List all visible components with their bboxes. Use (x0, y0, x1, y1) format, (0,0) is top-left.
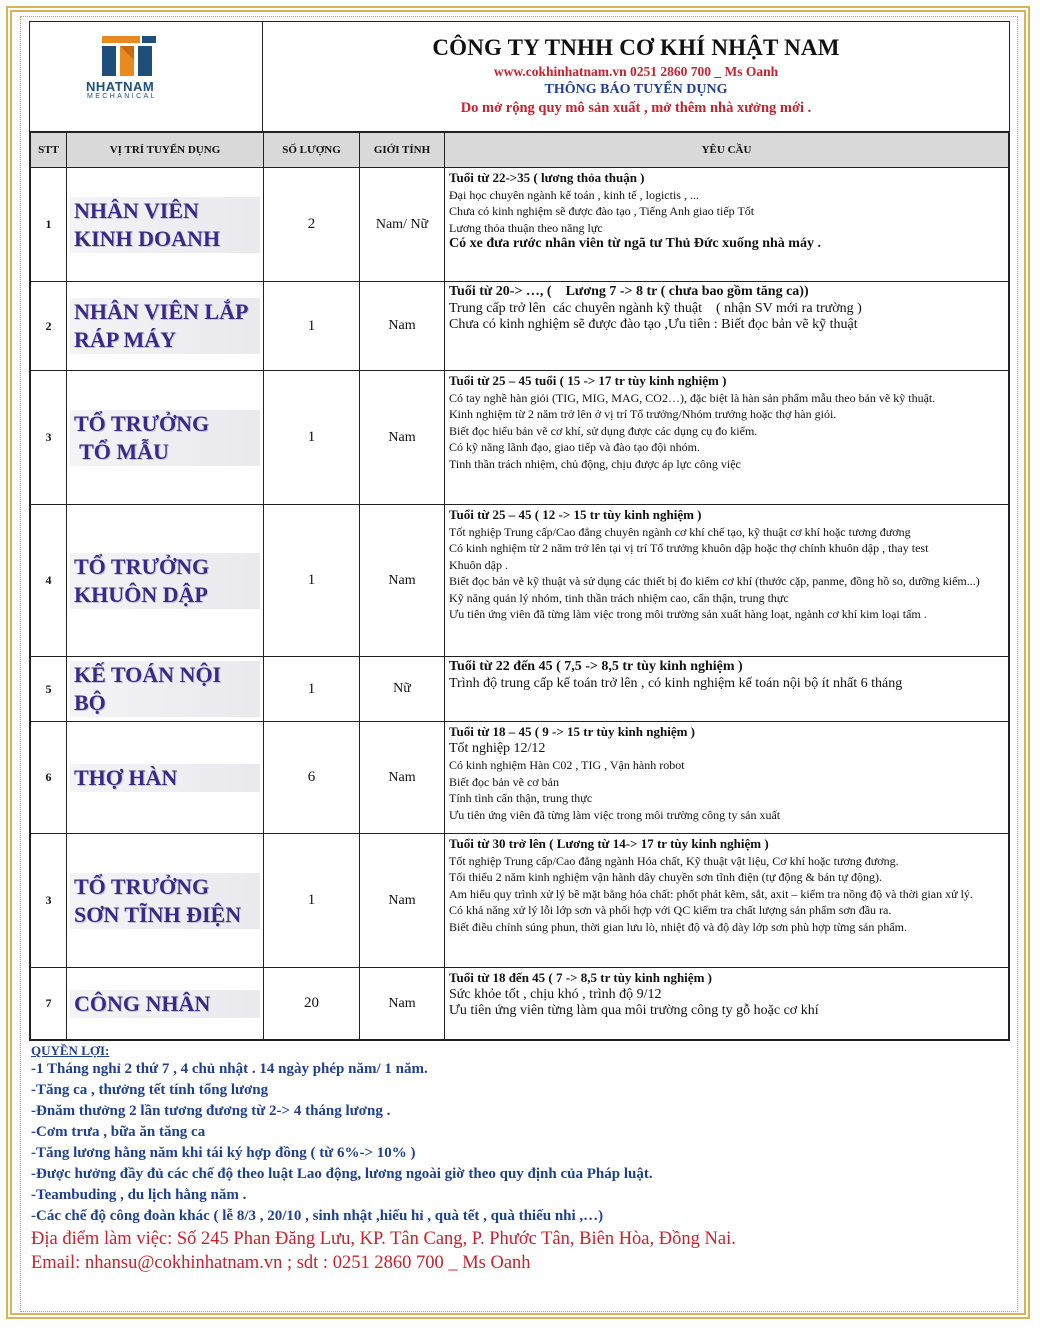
table-row (31, 282, 1009, 371)
row-requirements (445, 834, 1009, 968)
row-stt: 5 (31, 657, 67, 722)
title-cell (263, 22, 1009, 131)
row-quantity: 1 (264, 657, 360, 722)
benefit-item: -Teambuding , du lịch hằng năm . (31, 1187, 247, 1203)
row-quantity: 2 (264, 168, 360, 282)
requirement-line: Tuổi từ 18 đến 45 ( 7 -> 8,5 tr tùy kinh nghiệm ) (449, 970, 712, 985)
position-title (74, 661, 221, 717)
requirement-line: Lương thỏa thuận theo năng lực (449, 220, 603, 235)
requirement-line: Kinh nghiệm từ 2 năm trở lên ở vị trí Tổ trưởng/Nhóm trưởng hoặc thợ hàn giỏi. (449, 407, 837, 421)
row-gender: Nữ (360, 657, 445, 722)
requirement-line: Tính tình cẩn thận, trung thực (449, 791, 593, 805)
logo-name: NHATNAM (86, 79, 155, 94)
col-stt: STT (31, 133, 67, 168)
row-position (67, 371, 264, 505)
row-quantity: 1 (264, 834, 360, 968)
row-requirements (445, 371, 1009, 505)
requirement-line: Trình độ trung cấp kế toán trở lên , có kinh nghiệm kế toán nội bộ ít nhất 6 tháng (449, 675, 903, 691)
company-contact: www.cokhinhatnam.vn 0251 2860 700 _ Ms Oanh (493, 64, 779, 79)
benefits-list (29, 1059, 1010, 1227)
sheet-header (30, 22, 1009, 132)
row-gender: Nam (360, 282, 445, 371)
position-line-1: CÔNG NHÂN (74, 990, 211, 1016)
row-position (67, 968, 264, 1040)
requirement-line: Tốt nghiệp Trung cấp/Cao đẳng chuyên ngành cơ khí chế tạo, kỹ thuật cơ khí hoặc tương đương (449, 524, 911, 539)
requirement-line: Sức khỏe tốt , chịu khó , trình độ 9/12 (449, 986, 662, 1002)
requirement-line: Ưu tiên ứng viên đã từng làm việc trong môi trường sản xuất hàng loạt, ngành cơ khí kim loại tấm . (449, 607, 927, 621)
requirement-line: Có kỹ năng lãnh đạo, giao tiếp và đào tạo đội nhóm. (449, 440, 700, 454)
requirement-line: Tốt nghiệp 12/12 (449, 740, 546, 756)
table-header-row (31, 133, 1009, 168)
row-stt: 2 (31, 282, 67, 371)
row-gender: Nam/ Nữ (360, 168, 445, 282)
requirement-line: Trung cấp trở lên các chuyên ngành kỹ thuật ( nhận SV mới ra trường ) (449, 300, 862, 316)
requirement-line: Tuổi từ 22->35 ( lương thỏa thuận ) (449, 170, 645, 185)
row-position (67, 282, 264, 371)
position-box (70, 873, 260, 929)
position-line-2: KHUÔN DẬP (74, 581, 208, 607)
table-row (31, 968, 1009, 1040)
requirement-line: Tuổi từ 18 – 45 ( 9 -> 15 tr tùy kinh nghiệm ) (449, 724, 695, 739)
benefit-item: -Cơm trưa , bữa ăn tăng ca (31, 1124, 206, 1140)
requirement-line: Ưu tiên ứng viên đã từng làm việc trong môi trường công ty sản xuất (449, 807, 781, 822)
benefit-item: -Được hưởng đầy đủ các chế độ theo luật Lao động, lương ngoài giờ theo quy định của Pháp luật. (31, 1166, 653, 1182)
position-line-1: NHÂN VIÊN LẮP (74, 299, 249, 324)
position-line-1: TỔ TRƯỞNG (74, 410, 210, 436)
row-position (67, 722, 264, 834)
row-gender: Nam (360, 968, 445, 1040)
row-gender: Nam (360, 505, 445, 657)
row-gender: Nam (360, 834, 445, 968)
logo-cell (30, 22, 263, 131)
nhatnam-logo-icon (100, 34, 160, 78)
requirement-line: Tốt nghiệp Trung cấp/Cao đẳng ngành Hóa chất, Kỹ thuật vật liệu, Cơ khí hoặc tương đương. (449, 853, 899, 868)
work-address: Địa điểm làm việc: Số 245 Phan Đăng Lưu, KP. Tân Cang, P. Phước Tân, Biên Hòa, Đồng Nai. (31, 1229, 736, 1249)
requirement-line: Biết đọc hiểu bản vẽ cơ khí, sử dụng được các dụng cụ đo kiểm. (449, 423, 758, 438)
requirement-line: Khuôn dập . (449, 557, 508, 572)
row-quantity: 1 (264, 505, 360, 657)
requirement-line: Có tay nghề hàn giỏi (TIG, MIG, MAG, CO2…), đặc biệt là hàn sản phẩm mẫu theo bản vẽ kỹ thuật. (449, 390, 936, 405)
row-position (67, 168, 264, 282)
requirement-line: Biết đọc bản vẽ kỹ thuật và sử dụng các thiết bị đo kiểm cơ khí (thước cặp, panme, đồng hồ so, dưỡng kiểm...) (449, 574, 980, 588)
position-box (70, 553, 260, 609)
requirement-line: Chưa có kinh nghiệm sẽ được đào tạo , Tiếng Anh giao tiếp Tốt (449, 204, 755, 218)
positions-table (30, 132, 1009, 1040)
position-line-1: NHÂN VIÊN (74, 197, 199, 223)
requirement-line: Có kinh nghiệm Hàn C02 , TIG , Vận hành robot (449, 758, 685, 772)
position-title (74, 553, 209, 609)
requirement-line: Tuổi từ 22 đến 45 ( 7,5 -> 8,5 tr tùy kinh nghiệm ) (449, 659, 743, 674)
row-requirements (445, 657, 1009, 722)
position-title (74, 197, 220, 253)
benefits-section (29, 1043, 1010, 1275)
requirement-line: Có xe đưa rước nhân viên từ ngã tư Thủ Đức xuống nhà máy . (449, 236, 821, 251)
recruitment-grid (29, 21, 1010, 1041)
position-title (74, 298, 248, 354)
requirement-line: Có kinh nghiệm từ 2 năm trở lên tại vị trí Tổ trưởng khuôn dập hoặc thợ chính khuôn dập , thay test (449, 541, 929, 555)
recruitment-sheet (29, 21, 1010, 1311)
benefit-item: -Tăng ca , thưởng tết tính tổng lương (31, 1082, 269, 1098)
row-position (67, 505, 264, 657)
company-name: CÔNG TY TNHH CƠ KHÍ NHẬT NAM (432, 35, 840, 60)
requirement-line: Tối thiểu 2 năm kinh nghiệm vận hành dây chuyền sơn tĩnh điện (tự động & bán tự động). (449, 870, 882, 884)
notice-reason: Do mở rộng quy mô sản xuất , mở thêm nhà xưởng mới . (460, 100, 812, 116)
position-box (70, 197, 260, 253)
row-requirements (445, 505, 1009, 657)
position-box (70, 661, 260, 717)
table-row (31, 722, 1009, 834)
position-line-2: BỘ (74, 690, 106, 715)
table-row (31, 168, 1009, 282)
position-line-1: TỔ TRƯỞNG (74, 873, 210, 899)
table-row (31, 505, 1009, 657)
benefit-item: -1 Tháng nghỉ 2 thứ 7 , 4 chủ nhật . 14 ngày phép năm/ 1 năm. (31, 1061, 428, 1077)
requirement-line: Biết đọc bản vẽ cơ bản (449, 774, 559, 789)
row-quantity: 20 (264, 968, 360, 1040)
row-gender: Nam (360, 371, 445, 505)
position-line-2: KINH DOANH (74, 225, 221, 251)
row-gender: Nam (360, 722, 445, 834)
requirement-line: Chưa có kinh nghiệm sẽ được đào tạo ,Ưu tiên : Biết đọc bản vẽ kỹ thuật (449, 317, 858, 332)
requirement-line: Tuổi từ 20-> …, ( Lương 7 -> 8 tr ( chưa bao gồm tăng ca)) (449, 284, 809, 299)
requirement-line: Tuổi từ 25 – 45 ( 12 -> 15 tr tùy kinh nghiệm ) (449, 507, 702, 522)
position-line-1: TỔ TRƯỞNG (74, 553, 210, 579)
position-title (74, 410, 209, 466)
requirement-line: Tinh thần trách nhiệm, chủ động, chịu được áp lực công việc (449, 456, 741, 471)
requirement-line: Kỹ năng quản lý nhóm, tinh thần trách nhiệm cao, cẩn thận, trung thực (449, 590, 789, 605)
col-gender: GIỚI TÍNH (360, 133, 445, 168)
contact-email: Email: nhansu@cokhinhatnam.vn ; sdt : 0251 2860 700 _ Ms Oanh (31, 1253, 531, 1273)
col-requirements: YÊU CẦU (445, 133, 1009, 168)
position-title (74, 990, 210, 1018)
row-stt: 4 (31, 505, 67, 657)
table-row (31, 657, 1009, 722)
position-line-2: RÁP MÁY (74, 327, 177, 352)
col-quantity: SỐ LƯỢNG (264, 133, 360, 168)
position-line-1: THỢ HÀN (74, 764, 178, 790)
position-line-2: SƠN TĨNH ĐIỆN (74, 901, 242, 927)
requirement-line: Biết điều chỉnh súng phun, thời gian lưu lò, nhiệt độ và độ dày lớp sơn phù hợp từng sản phẩm. (449, 919, 908, 934)
benefits-title: QUYỀN LỢI: (31, 1043, 110, 1058)
benefit-item: -Tăng lương hằng năm khi tái ký hợp đồng ( từ 6%-> 10% ) (31, 1145, 416, 1161)
benefit-item: -Các chế độ công đoàn khác ( lễ 8/3 , 20/10 , sinh nhật ,hiếu hỉ , quà tết , quà thiếu nhi ,…) (31, 1208, 604, 1224)
position-line-2: TỔ MẪU (74, 438, 169, 464)
position-title (74, 764, 177, 792)
notice-title: THÔNG BÁO TUYỂN DỤNG (544, 82, 728, 97)
requirement-line: Am hiểu quy trình xử lý bề mặt bằng hóa chất: phốt phát kẽm, sắt, axit – kiểm tra nồng độ và thời gian xử lý. (449, 886, 973, 901)
benefit-item: -Đnăm thưởng 2 lần tương đương từ 2-> 4 tháng lương . (31, 1103, 391, 1119)
row-requirements (445, 722, 1009, 834)
requirement-line: Ưu tiên ứng viên từng làm qua môi trường công ty gỗ hoặc cơ khí (449, 1003, 819, 1018)
row-position (67, 834, 264, 968)
requirement-line: Có khả năng xử lý lỗi lớp sơn và phối hợp với QC kiểm tra chất lượng sản phẩm sơn đầu ra. (449, 903, 892, 917)
position-line-1: KẾ TOÁN NỘI (74, 662, 222, 687)
row-stt: 1 (31, 168, 67, 282)
row-stt: 7 (31, 968, 67, 1040)
row-quantity: 1 (264, 371, 360, 505)
position-title (74, 873, 241, 929)
row-requirements (445, 282, 1009, 371)
row-requirements (445, 968, 1009, 1040)
requirement-line: Đại học chuyên ngành kế toán , kinh tế , logictis , ... (449, 187, 699, 202)
row-stt: 3 (31, 834, 67, 968)
requirement-line: Tuổi từ 30 trở lên ( Lương từ 14-> 17 tr tùy kinh nghiệm ) (449, 836, 769, 851)
row-quantity: 6 (264, 722, 360, 834)
table-row (31, 834, 1009, 968)
col-position: VỊ TRÍ TUYỂN DỤNG (67, 133, 264, 168)
row-position (67, 657, 264, 722)
table-row (31, 371, 1009, 505)
requirement-line: Tuổi từ 25 – 45 tuổi ( 15 -> 17 tr tùy kinh nghiệm ) (449, 373, 727, 388)
position-box (70, 990, 260, 1018)
position-box (70, 298, 260, 354)
logo-subtitle: MECHANICAL (87, 93, 157, 100)
row-stt: 3 (31, 371, 67, 505)
row-requirements (445, 168, 1009, 282)
row-quantity: 1 (264, 282, 360, 371)
position-box (70, 410, 260, 466)
row-stt: 6 (31, 722, 67, 834)
position-box (70, 764, 260, 792)
